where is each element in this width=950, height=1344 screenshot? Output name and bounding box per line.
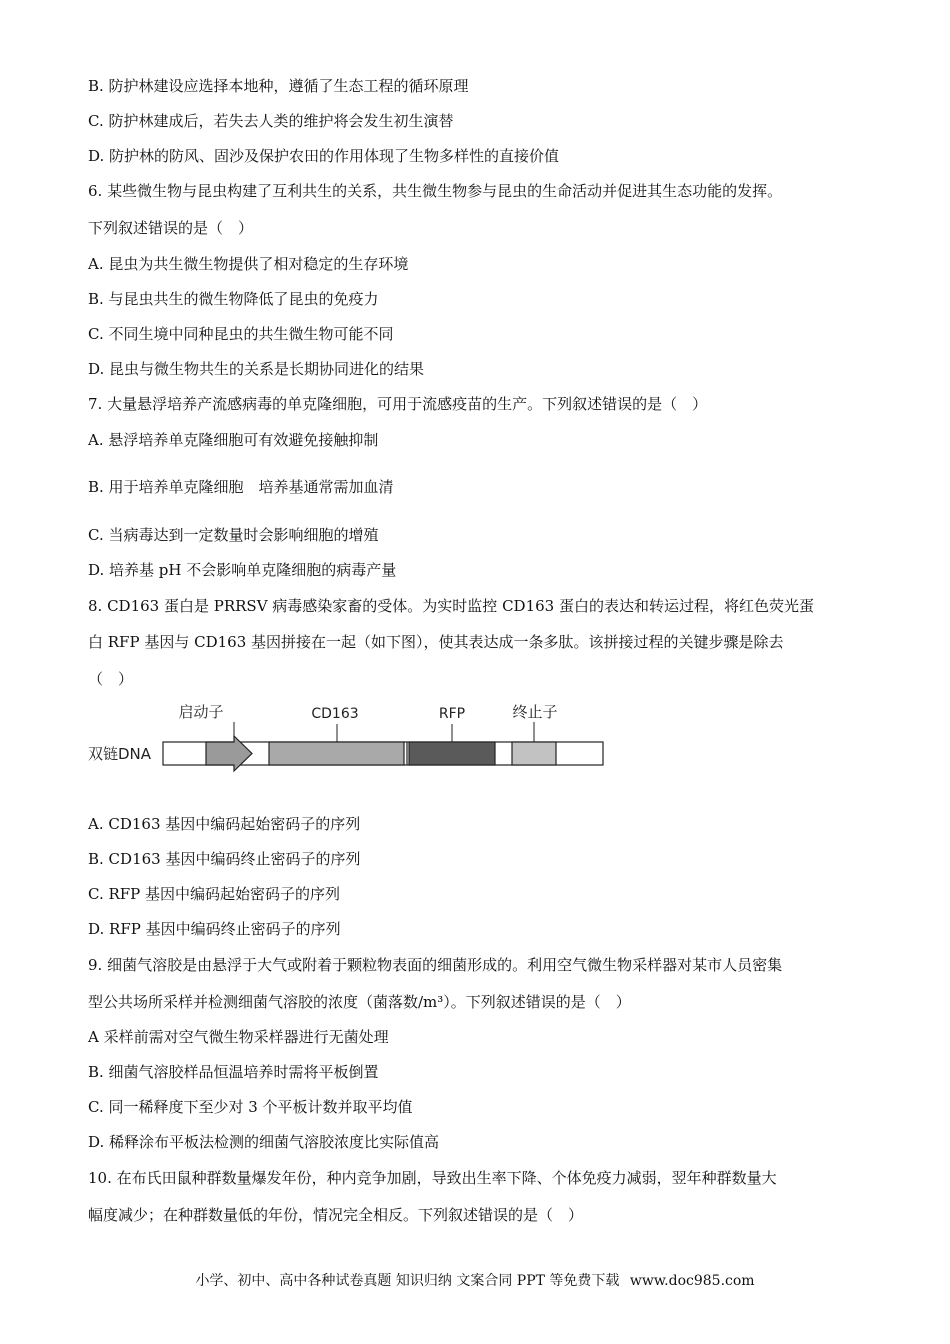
q5-option-c: C. 防护林建成后，若失去人类的维护将会发生初生演替 <box>88 112 454 130</box>
q6-option-c: C. 不同生境中同种昆虫的共生微生物可能不同 <box>88 325 394 343</box>
cd163-gene <box>269 742 404 765</box>
q7-option-c: C. 当病毒达到一定数量时会影响细胞的增殖 <box>88 526 379 544</box>
cd163-label: CD163 <box>311 706 359 722</box>
q8-stem-line2: 白 RFP 基因与 CD163 基因拼接在一起（如下图），使其表达成一条多肽。该拼接过程的关键步骤是除去 <box>88 633 784 651</box>
q8-option-c: C. RFP 基因中编码起始密码子的序列 <box>88 885 341 903</box>
q9-stem-line1: 9. 细菌气溶胶是由悬浮于大气或附着于颗粒物表面的细菌形成的。利用空气微生物采样器对某市人员密集 <box>88 956 783 974</box>
footer-text: 小学、初中、高中各种试卷真题 知识归纳 文案合同 PPT 等免费下载 <box>195 1273 620 1289</box>
dna-construct-diagram <box>88 700 628 780</box>
q10-stem-line1: 10. 在布氏田鼠种群数量爆发年份，种内竞争加剧，导致出生率下降、个体免疫力减弱，翌年种群数量大 <box>88 1169 777 1187</box>
terminator-region <box>512 742 556 765</box>
rfp-gene <box>409 742 495 765</box>
rfp-label: RFP <box>438 706 466 722</box>
q5-option-d: D. 防护林的防风、固沙及保护农田的作用体现了生物多样性的直接价值 <box>88 147 560 165</box>
q6-option-b: B. 与昆虫共生的微生物降低了昆虫的免疫力 <box>88 290 379 308</box>
q8-stem-line1: 8. CD163 蛋白是 PRRSV 病毒感染家畜的受体。为实时监控 CD163 蛋白的表达和转运过程，将红色荧光蛋 <box>88 597 814 615</box>
footer-url[interactable]: www.doc985.com <box>629 1273 755 1289</box>
q6-option-a: A. 昆虫为共生微生物提供了相对稳定的生存环境 <box>88 255 409 273</box>
q9-option-c: C. 同一稀释度下至少对 3 个平板计数并取平均值 <box>88 1098 413 1116</box>
q10-stem-line2: 幅度减少；在种群数量低的年份，情况完全相反。下列叙述错误的是（ ） <box>88 1206 584 1224</box>
promoter-label: 启动子 <box>178 703 224 721</box>
dna-label: 双链DNA <box>88 745 152 763</box>
q6-option-d: D. 昆虫与微生物共生的关系是长期协同进化的结果 <box>88 360 425 378</box>
q9-option-a: A 采样前需对空气微生物采样器进行无菌处理 <box>88 1028 389 1046</box>
q5-option-b: B. 防护林建设应选择本地种，遵循了生态工程的循环原理 <box>88 77 469 95</box>
q8-stem-line3: （ ） <box>88 670 134 688</box>
page-footer <box>0 1270 950 1290</box>
q9-stem-line2: 型公共场所采样并检测细菌气溶胶的浓度（菌落数/m³）。下列叙述错误的是（ ） <box>88 993 631 1011</box>
q9-option-d: D. 稀释涂布平板法检测的细菌气溶胶浓度比实际值高 <box>88 1133 440 1151</box>
q7-stem: 7. 大量悬浮培养产流感病毒的单克隆细胞，可用于流感疫苗的生产。下列叙述错误的是（ ） <box>88 395 708 413</box>
q6-stem-line2: 下列叙述错误的是（ ） <box>88 219 254 237</box>
q7-option-d: D. 培养基 pH 不会影响单克隆细胞的病毒产量 <box>88 561 397 579</box>
q9-option-b: B. 细菌气溶胶样品恒温培养时需将平板倒置 <box>88 1063 379 1081</box>
promoter-arrow <box>206 736 252 771</box>
q7-option-a: A. 悬浮培养单克隆细胞可有效避免接触抑制 <box>88 431 379 449</box>
q6-stem-line1: 6. 某些微生物与昆虫构建了互利共生的关系，共生微生物参与昆虫的生命活动并促进其生态功能的发挥。 <box>88 182 783 200</box>
q8-option-d: D. RFP 基因中编码终止密码子的序列 <box>88 920 341 938</box>
q8-option-a: A. CD163 基因中编码起始密码子的序列 <box>88 815 361 833</box>
q8-option-b: B. CD163 基因中编码终止密码子的序列 <box>88 850 361 868</box>
q7-option-b: B. 用于培养单克隆细胞 培养基通常需加血清 <box>88 478 394 496</box>
terminator-label: 终止子 <box>512 703 558 721</box>
